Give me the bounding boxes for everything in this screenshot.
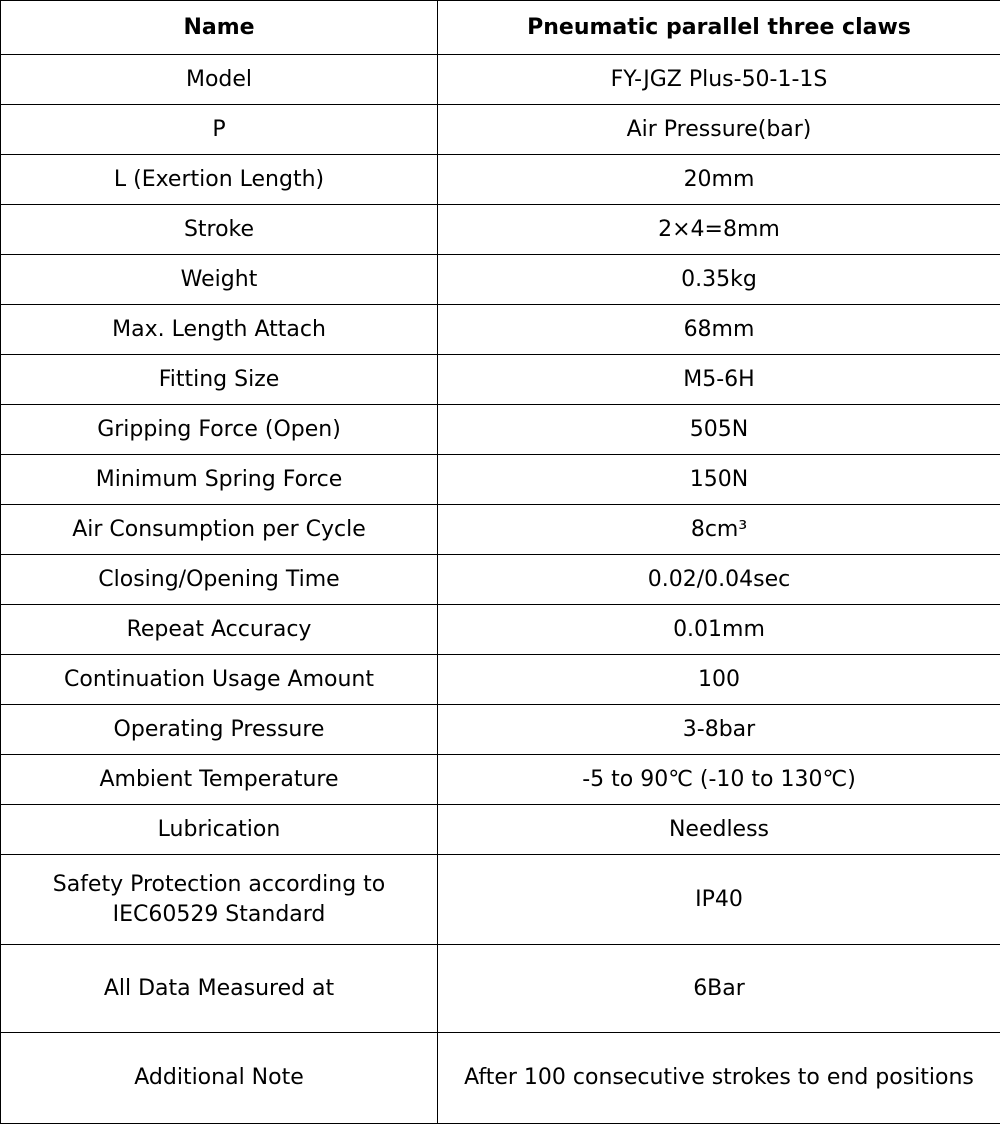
row-value-cell: Needless bbox=[438, 805, 1000, 855]
row-value-cell: IP40 bbox=[438, 855, 1000, 945]
row-name-cell: Air Consumption per Cycle bbox=[1, 505, 438, 555]
row-value-cell: 6Bar bbox=[438, 945, 1000, 1033]
row-name-cell: L (Exertion Length) bbox=[1, 155, 438, 205]
row-name-cell: Safety Protection according to IEC60529 Standard bbox=[1, 855, 438, 945]
table-row bbox=[1, 155, 1000, 205]
table-row bbox=[1, 1033, 1000, 1124]
row-name-cell: Additional Note bbox=[1, 1033, 438, 1124]
table-row bbox=[1, 855, 1000, 945]
row-name-cell: Minimum Spring Force bbox=[1, 455, 438, 505]
column-header-name: Name bbox=[1, 1, 438, 55]
row-name-cell: Repeat Accuracy bbox=[1, 605, 438, 655]
table-row bbox=[1, 105, 1000, 155]
table-row bbox=[1, 355, 1000, 405]
row-value-cell: 0.35kg bbox=[438, 255, 1000, 305]
row-value-cell: FY-JGZ Plus-50-1-1S bbox=[438, 55, 1000, 105]
table-row bbox=[1, 755, 1000, 805]
table-row bbox=[1, 305, 1000, 355]
table-row bbox=[1, 55, 1000, 105]
row-value-cell: 8cm³ bbox=[438, 505, 1000, 555]
row-value-cell: -5 to 90℃ (-10 to 130℃) bbox=[438, 755, 1000, 805]
row-name-cell: All Data Measured at bbox=[1, 945, 438, 1033]
row-name-cell: Operating Pressure bbox=[1, 705, 438, 755]
table-row bbox=[1, 205, 1000, 255]
row-name-cell: Closing/Opening Time bbox=[1, 555, 438, 605]
row-name-cell: Model bbox=[1, 55, 438, 105]
column-header-value: Pneumatic parallel three claws bbox=[438, 1, 1000, 55]
table-row bbox=[1, 605, 1000, 655]
row-value-cell: 100 bbox=[438, 655, 1000, 705]
row-value-cell: 3-8bar bbox=[438, 705, 1000, 755]
row-value-cell: 0.01mm bbox=[438, 605, 1000, 655]
table-row bbox=[1, 255, 1000, 305]
row-name-cell: Stroke bbox=[1, 205, 438, 255]
row-name-cell: Lubrication bbox=[1, 805, 438, 855]
row-name-cell: Gripping Force (Open) bbox=[1, 405, 438, 455]
row-name-cell: Fitting Size bbox=[1, 355, 438, 405]
table-row bbox=[1, 555, 1000, 605]
row-name-cell: Weight bbox=[1, 255, 438, 305]
row-value-cell: 150N bbox=[438, 455, 1000, 505]
row-name-cell: Ambient Temperature bbox=[1, 755, 438, 805]
table-row bbox=[1, 505, 1000, 555]
row-value-cell: 505N bbox=[438, 405, 1000, 455]
row-value-cell: After 100 consecutive strokes to end positions bbox=[438, 1033, 1000, 1124]
row-value-cell: 68mm bbox=[438, 305, 1000, 355]
table-row bbox=[1, 705, 1000, 755]
row-value-cell: 2×4=8mm bbox=[438, 205, 1000, 255]
row-name-cell: Continuation Usage Amount bbox=[1, 655, 438, 705]
row-value-cell: M5-6H bbox=[438, 355, 1000, 405]
table-row bbox=[1, 455, 1000, 505]
row-value-cell: 20mm bbox=[438, 155, 1000, 205]
table-row bbox=[1, 405, 1000, 455]
row-value-cell: Air Pressure(bar) bbox=[438, 105, 1000, 155]
table-row bbox=[1, 655, 1000, 705]
table-row bbox=[1, 805, 1000, 855]
table-header-row bbox=[1, 1, 1000, 55]
table-row bbox=[1, 945, 1000, 1033]
row-name-cell: P bbox=[1, 105, 438, 155]
row-name-cell: Max. Length Attach bbox=[1, 305, 438, 355]
row-value-cell: 0.02/0.04sec bbox=[438, 555, 1000, 605]
